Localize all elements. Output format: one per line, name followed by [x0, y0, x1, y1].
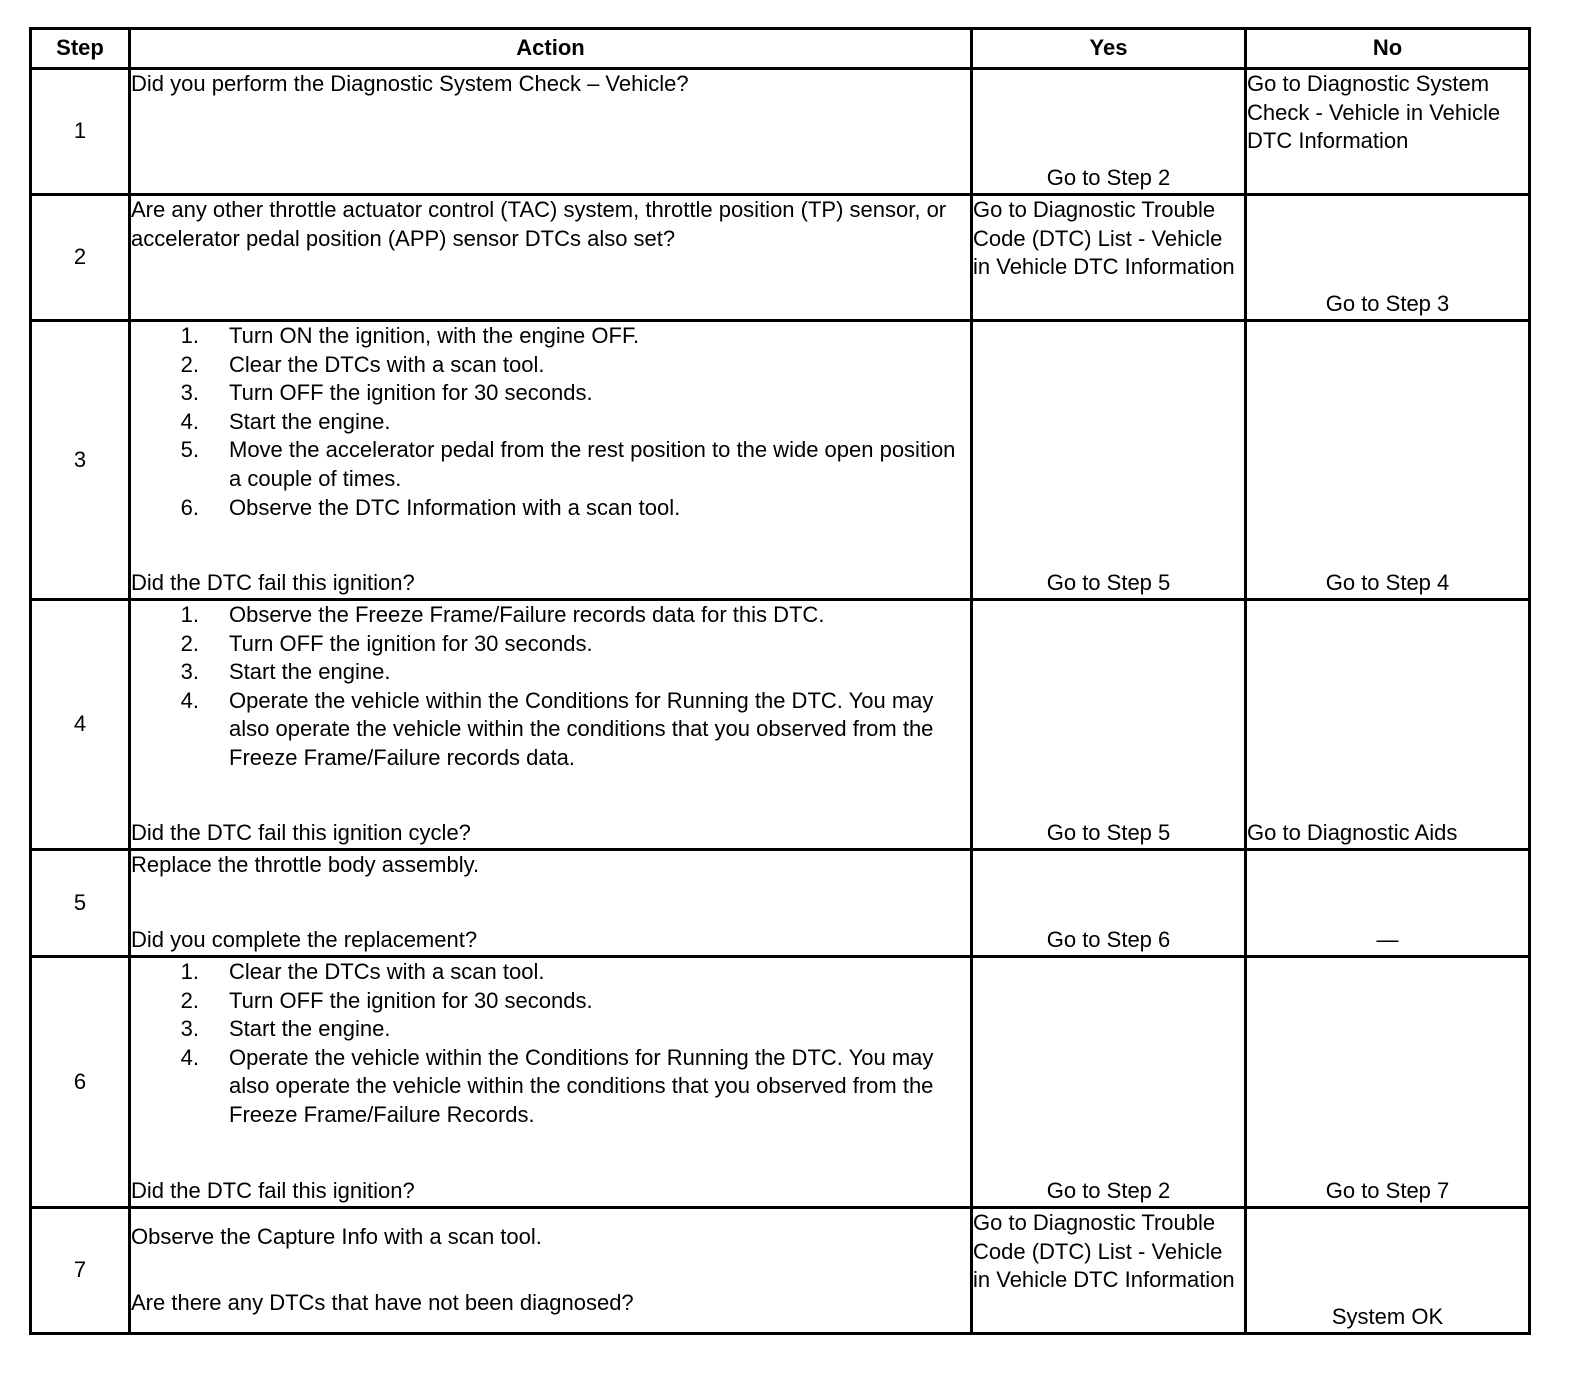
step-number: 3 — [31, 321, 130, 600]
list-item: 1. Turn ON the ignition, with the engine OFF. — [180, 323, 640, 348]
yes-cell: Go to Step 5 — [972, 321, 1246, 600]
header-action: Action — [130, 29, 972, 69]
step-number: 4 — [31, 600, 130, 850]
table-row-step-3 — [31, 321, 1530, 600]
procedure-list — [131, 958, 970, 1130]
no-cell: Go to Diagnostic System Check - Vehicle in Vehicle DTC Information — [1246, 69, 1530, 195]
list-item: 6. Observe the DTC Information with a scan tool. — [180, 494, 681, 520]
procedure-list — [131, 601, 970, 773]
list-item: 5. Move the accelerator pedal from the rest position to the wide open position a couple of times. — [180, 437, 956, 491]
action-cell — [130, 321, 972, 600]
list-item: 2. Turn OFF the ignition for 30 seconds. — [180, 987, 593, 1013]
action-question: Did the DTC fail this ignition? — [131, 570, 415, 596]
yes-cell: Go to Step 5 — [972, 600, 1246, 850]
table-row-step-5 — [31, 850, 1530, 957]
yes-cell: Go to Diagnostic Trouble Code (DTC) List - Vehicle in Vehicle DTC Information — [972, 195, 1246, 321]
list-item: 3. Turn OFF the ignition for 30 seconds. — [180, 380, 593, 406]
header-row — [31, 29, 1530, 69]
action-text: Observe the Capture Info with a scan tool. — [131, 1224, 542, 1249]
table-row-step-2 — [31, 195, 1530, 321]
list-item: 2. Turn OFF the ignition for 30 seconds. — [180, 630, 593, 656]
yes-cell: Go to Step 2 — [972, 957, 1246, 1208]
no-cell: — — [1246, 850, 1530, 957]
header-yes: Yes — [972, 29, 1246, 69]
list-item: 3. Start the engine. — [180, 1016, 391, 1042]
table-row-step-4 — [31, 600, 1530, 850]
header-no: No — [1246, 29, 1530, 69]
action-question: Did the DTC fail this ignition cycle? — [131, 820, 471, 846]
action-question: Are there any DTCs that have not been diagnosed? — [131, 1290, 634, 1316]
action-text: Are any other throttle actuator control (TAC) system, throttle position (TP) sensor, or accelerator pedal position (APP) sensor DTCs also set? — [131, 197, 947, 251]
step-number: 5 — [31, 850, 130, 957]
action-text: Replace the throttle body assembly. — [131, 852, 480, 877]
list-item: 1. Observe the Freeze Frame/Failure records data for this DTC. — [180, 602, 825, 627]
diagnostic-table — [29, 27, 1531, 1335]
yes-cell: Go to Diagnostic Trouble Code (DTC) List - Vehicle in Vehicle DTC Information — [972, 1208, 1246, 1334]
table-row-step-7 — [31, 1208, 1530, 1334]
step-number: 6 — [31, 957, 130, 1208]
yes-cell: Go to Step 6 — [972, 850, 1246, 957]
header-step: Step — [31, 29, 130, 69]
action-cell — [130, 1208, 972, 1334]
no-cell: Go to Step 7 — [1246, 957, 1530, 1208]
action-cell — [130, 850, 972, 957]
step-number: 2 — [31, 195, 130, 321]
action-cell — [130, 69, 972, 195]
action-cell — [130, 957, 972, 1208]
table-row-step-6 — [31, 957, 1530, 1208]
list-item: 3. Start the engine. — [180, 659, 391, 685]
table-row-step-1 — [31, 69, 1530, 195]
step-number: 1 — [31, 69, 130, 195]
list-item: 1. Clear the DTCs with a scan tool. — [180, 959, 545, 984]
list-item: 4. Operate the vehicle within the Conditions for Running the DTC. You may also operate the vehicle within the conditions that you observed from the Freeze Frame/Failure records data. — [180, 687, 934, 770]
action-cell — [130, 600, 972, 850]
list-item: 4. Start the engine. — [180, 408, 391, 434]
list-item: 4. Operate the vehicle within the Conditions for Running the DTC. You may also operate the vehicle within the conditions that you observed from the Freeze Frame/Failure Records. — [180, 1044, 934, 1127]
procedure-list — [131, 322, 970, 522]
action-text: Did you perform the Diagnostic System Check – Vehicle? — [131, 71, 689, 96]
no-cell: System OK — [1246, 1208, 1530, 1334]
list-item: 2. Clear the DTCs with a scan tool. — [180, 351, 545, 377]
step-number: 7 — [31, 1208, 130, 1334]
action-question: Did the DTC fail this ignition? — [131, 1178, 415, 1204]
yes-cell: Go to Step 2 — [972, 69, 1246, 195]
no-cell: Go to Diagnostic Aids — [1246, 600, 1530, 850]
no-cell: Go to Step 4 — [1246, 321, 1530, 600]
no-cell: Go to Step 3 — [1246, 195, 1530, 321]
action-question: Did you complete the replacement? — [131, 927, 478, 953]
action-cell — [130, 195, 972, 321]
